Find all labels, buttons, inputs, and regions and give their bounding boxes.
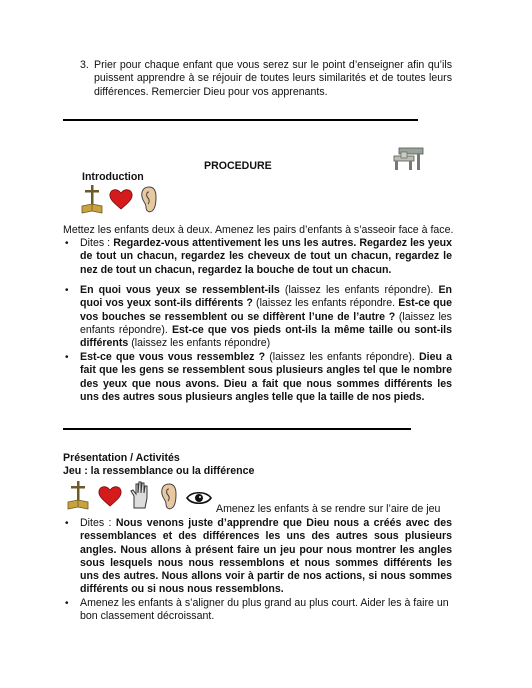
icon-caption: Amenez les enfants à se rendre sur l’aire de jeu bbox=[216, 503, 441, 515]
bullet-marker: • bbox=[65, 518, 69, 529]
bullet-bold-text: En quoi vous yeux se ressemblent-ils bbox=[80, 284, 280, 296]
bullet-bold-text: Dieu a fait que les gens se ressemblent sous plusieurs angles tel que le nombre des yeux que nous avons. Dieu a fait que nous sommes différents les uns des autres sous plusieurs angles telle que la taille de nos pieds. bbox=[80, 351, 453, 403]
cross-bible-icon bbox=[80, 184, 104, 216]
cross-bible-icon bbox=[66, 480, 90, 512]
bullet-bold-text: Nous venons juste d’apprendre que Dieu nous a créés avec des ressemblances et des différences les uns des autres sous plusieurs angles. Nous allons à présent faire un jeu pour nous montrer les angles sous lesquels nous nous ressemblons et nous sommes différents les uns des autres. Nous allons voir à partir de nos actions, si nous sommes différents ou si nous nous ressemblons. bbox=[80, 517, 453, 596]
numbered-item-3 bbox=[80, 59, 452, 99]
bullet-prefix: Dites : bbox=[80, 517, 116, 529]
bullet-bold-text: Est-ce que vous vous ressemblez ? bbox=[80, 351, 266, 363]
bullet-marker: • bbox=[65, 352, 69, 363]
heart-icon bbox=[97, 484, 123, 508]
bullet-text: (laissez les enfants répondre) bbox=[128, 337, 271, 350]
bullet-text: (laissez les enfants répondre. bbox=[252, 297, 399, 310]
activities-bullet-2: Amenez les enfants à s’aligner du plus grand au plus court. Aider les à faire un bon classement décroissant. bbox=[80, 597, 449, 623]
item-number: 3. bbox=[80, 59, 89, 71]
classroom-desk-icon bbox=[389, 144, 429, 172]
procedure-title: PROCEDURE bbox=[204, 160, 272, 172]
activities-heading: Présentation / Activités bbox=[63, 452, 180, 464]
game-heading: Jeu : la ressemblance ou la différence bbox=[63, 465, 255, 477]
procedure-bullet-3 bbox=[80, 351, 452, 404]
procedure-bullet-1 bbox=[80, 237, 452, 277]
bullet-bold-text: Est-ce que vos bouches se ressemblent ou se diffèrent l’une de l’autre ? bbox=[80, 297, 452, 323]
hand-icon bbox=[128, 480, 152, 510]
activities-bullet-1 bbox=[80, 517, 452, 597]
bullet-bold-text: Regardez-vous attentivement les uns les autres. Regardez les yeux de tout un chacun, regardez les cheveux de tout un chacun, regardez le nez de tout un chacun, regardez la bouche de tout un chacun. bbox=[80, 237, 452, 276]
bullet-prefix: Dites : bbox=[80, 237, 114, 249]
bullet-text: (laissez les enfants répondre). bbox=[80, 310, 452, 336]
bullet-marker: • bbox=[65, 238, 69, 249]
section-divider bbox=[63, 428, 411, 430]
eye-icon bbox=[186, 490, 212, 506]
intro-paragraph: Mettez les enfants deux à deux. Amenez les pairs d’enfants à s’asseoir face à face. bbox=[63, 224, 454, 236]
bullet-marker: • bbox=[65, 285, 69, 296]
bullet-text: (laissez les enfants répondre). bbox=[279, 284, 439, 296]
ear-icon bbox=[159, 482, 179, 512]
ear-icon bbox=[139, 185, 159, 215]
bullet-marker: • bbox=[65, 598, 69, 609]
item-text: Prier pour chaque enfant que vous serez sur le point d’enseigner afin qu’ils puissent apprendre à se réjouir de toutes leurs similarités et de toutes leurs différences. Remercier Dieu pour vos apprenants. bbox=[94, 59, 452, 98]
introduction-heading: Introduction bbox=[82, 171, 144, 183]
bullet-text: (laissez les enfants répondre). bbox=[265, 351, 419, 363]
procedure-bullet-2 bbox=[80, 284, 452, 350]
section-divider bbox=[63, 119, 418, 121]
heart-icon bbox=[108, 187, 134, 211]
bullet-bold-text: En quoi vos yeux sont-ils différents ? bbox=[80, 284, 452, 310]
bullet-bold-text: Est-ce que vos pieds ont-ils la même taille ou sont-ils différents bbox=[80, 323, 453, 350]
